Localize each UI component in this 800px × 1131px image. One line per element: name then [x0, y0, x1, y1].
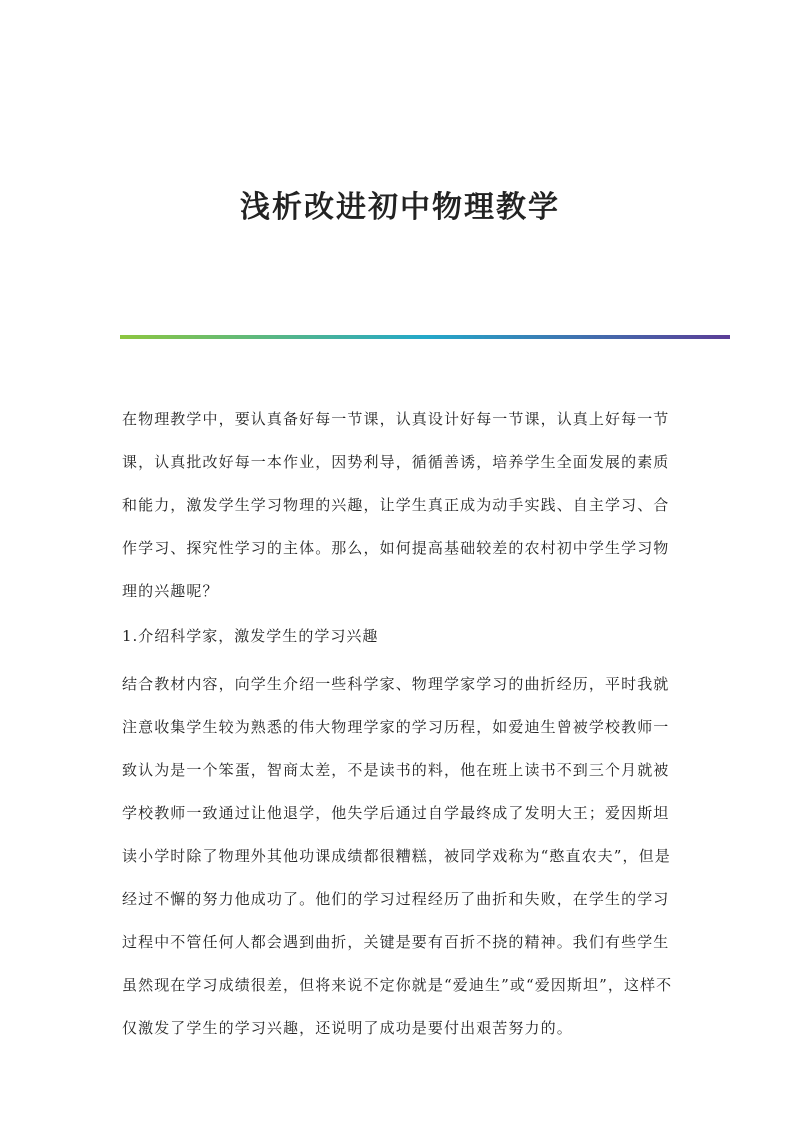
body-paragraph: 结合教材内容，向学生介绍一些科学家、物理学家学习的曲折经历，平时我就注意收集学生较为熟悉的伟大物理学家的学习历程，如爱迪生曾被学校教师一致认为是一个笨蛋，智商太差，不是读书的料，他在班上读书不到三个月就被学校教师一致通过让他退学，他失学后通过自学最终成了发明大王；爱因斯坦读小学时除了物理外其他功课成绩都很糟糕，被同学戏称为“憨直农夫”，但是经过不懈的努力他成功了。他们的学习过程经历了曲折和失败，在学生的学习过程中不管任何人都会遇到曲折，关键是要有百折不挠的精神。我们有些学生虽然现在学习成绩很差，但将来说不定你就是“爱迪生”或“爱因斯坦”，这样不仅激发了学生的学习兴趣，还说明了成功是要付出艰苦努力的。	[122, 675, 673, 1037]
gradient-divider	[120, 335, 730, 339]
document-title: 浅析改进初中物理教学	[240, 190, 560, 225]
section-heading: 1.介绍科学家，激发学生的学习兴趣	[122, 627, 379, 645]
intro-paragraph: 在物理教学中，要认真备好每一节课，认真设计好每一节课，认真上好每一节课，认真批改好每一本作业，因势利导，循循善诱，培养学生全面发展的素质和能力，激发学生学习物理的兴趣，让学生真正成为动手实践、自主学习、合作学习、探究性学习的主体。那么，如何提高基础较差的农村初中学生学习物理的兴趣呢？	[122, 410, 670, 600]
